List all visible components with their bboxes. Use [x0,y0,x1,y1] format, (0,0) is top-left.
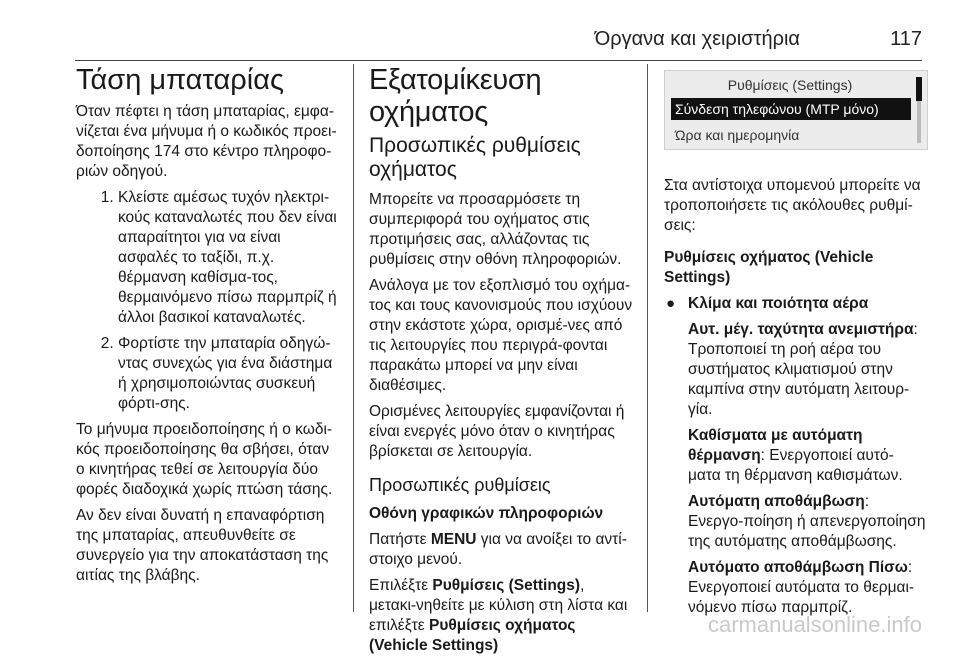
text-run: Πατήστε [369,531,431,548]
menu-key: MENU [430,531,477,548]
topic-heading: Ρυθμίσεις οχήματος (Vehicle Settings) [664,249,874,286]
paragraph: Αν δεν είναι δυνατή η επαναφόρτιση της μπαταρίας, απευθυνθείτε σε συνεργείο για την αποκατάσταση της αιτίας της βλάβης. [76,507,329,584]
setting-text: : Ενεργοποιεί αυτόματα το θερμαι-νόμενο πίσω παρμπρίζ. [688,559,915,616]
text-run: για να ανοίξει το αντί-στοιχο μενού. [369,531,627,568]
paragraph [369,530,634,570]
menu-option: Ρυθμίσεις οχήματος (Vehicle Settings) [369,617,576,654]
column-divider [353,64,354,612]
screen-scrollbar-thumb [916,77,922,101]
setting-item [688,426,926,486]
bullet-list [664,294,926,314]
paragraph: Ορισμένες λειτουργίες εμφανίζονται ή είναι ενεργές μόνο όταν ο κινητήρας βρίσκεται σε λειτουργία. [369,403,625,460]
page-header [0,0,960,60]
watermark: carmanualsonline.info [707,612,922,637]
paragraph: Μπορείτε να προσαρμόσετε τη συμπεριφορά του οχήματος στις προτιμήσεις σας, αλλάζοντας τις ρυθμίσεις στην οθόνη πληροφοριών. [369,191,622,268]
paragraph: Στα αντίστοιχα υπομενού μπορείτε να τροποποιήσετε τις ακόλουθες ρυθμί-σεις: [664,177,921,234]
indented-block [664,320,926,618]
paragraph [369,576,634,656]
bullet-label: Κλίμα και ποιότητα αέρα [688,295,869,312]
bullet-icon: ● [666,295,676,312]
paragraph: Το μήνυμα προειδοποίησης ή ο κωδι-κός προειδοποίησης θα σβήσει, όταν ο κινητήρας τεθεί σε λειτουργία δύο φορές διαδοχικά χωρίς πτώση τάσης. [76,421,333,498]
paragraph: Όταν πέφτει η τάση μπαταρίας, εμφα-νίζεται ένα μήνυμα ή ο κωδικός προει-δοποίησης 174 στο κέντρο πληροφο-ριών οδηγού. [76,103,337,180]
setting-item [688,558,926,618]
setting-text: : Ενεργοποιεί αυτό-ματα τη θέρμανση καθισμάτων. [688,447,903,484]
menu-option: Ρυθμίσεις (Settings) [432,577,581,594]
setting-label: Αυτ. μέγ. ταχύτητα ανεμιστήρα [688,321,914,338]
setting-label: Καθίσματα με αυτόματη θέρμανση [688,427,863,464]
text-run: Επιλέξτε [369,577,433,594]
screen-item: Ώρα και ημερομηνία [675,127,800,143]
column-left [76,64,338,592]
subsection-heading: Προσωπικές ρυθμίσεις [369,475,551,495]
setting-label: Αυτόματο αποθάμβωση Πίσω [688,559,908,576]
setting-label: Αυτόματη αποθάμβωση [688,493,865,510]
chapter-title: Όργανα και χειριστήρια [594,28,800,50]
setting-text: : Ενεργο-ποίηση ή απενεργοποίηση της αυτόματης αποθάμβωσης. [688,493,926,550]
setting-item [688,492,926,552]
settings-screen-image [664,70,928,150]
text-run: , μετακι-νηθείτε με κύλιση στη λίστα και επιλέξτε [369,577,628,634]
paragraph: Ανάλογα με τον εξοπλισμό του οχήμα-τος και τους κανονισμούς που ισχύουν στην εκάστοτε χώρα, ορισμέ-νες από τις λειτουργίες που περιγρά-φονται παρακάτω μπορεί να μην είναι διαθέσιμες. [369,277,633,394]
header-rule [75,60,922,61]
column-right [664,64,926,624]
subsection-heading: Προσωπικές ρυθμίσεις οχήματος [369,134,581,181]
setting-text: : Τροποποιεί τη ροή αέρα του συστήματος κλιματισμού στην καμπίνα στην αυτόματη λειτουρ-γία. [688,321,918,418]
setting-item [688,320,926,420]
list-item [664,294,926,314]
list-item: 2. Φορτίστε την μπαταρία οδηγώ-ντας συνεχώς για ένα διάστημα ή χρησιμοποιώντας συσκευή φόρτι-σης. [118,334,338,414]
page-number: 117 [890,28,922,50]
topic-heading: Οθόνη γραφικών πληροφοριών [369,505,604,522]
screen-title: Ρυθμίσεις (Settings) [727,77,853,93]
column-divider [647,64,648,612]
screen-selected-item: Σύνδεση τηλεφώνου (MTP μόνο) [671,98,911,120]
list-item: 1. Κλείστε αμέσως τυχόν ηλεκτρι-κούς καταναλωτές που δεν είναι απαραίτητοι για να είναι ασφαλές το ταξίδι, π.χ. θέρμανση καθίσμα-τος, θερμαινόμενο πίσω παρμπρίζ ή άλλοι βασικοί καταναλωτές. [118,188,338,328]
numbered-list [76,188,338,414]
section-heading: Τάση μπαταρίας [76,64,284,96]
column-middle [369,64,634,662]
section-heading: Εξατομίκευση οχήματος [369,64,542,128]
